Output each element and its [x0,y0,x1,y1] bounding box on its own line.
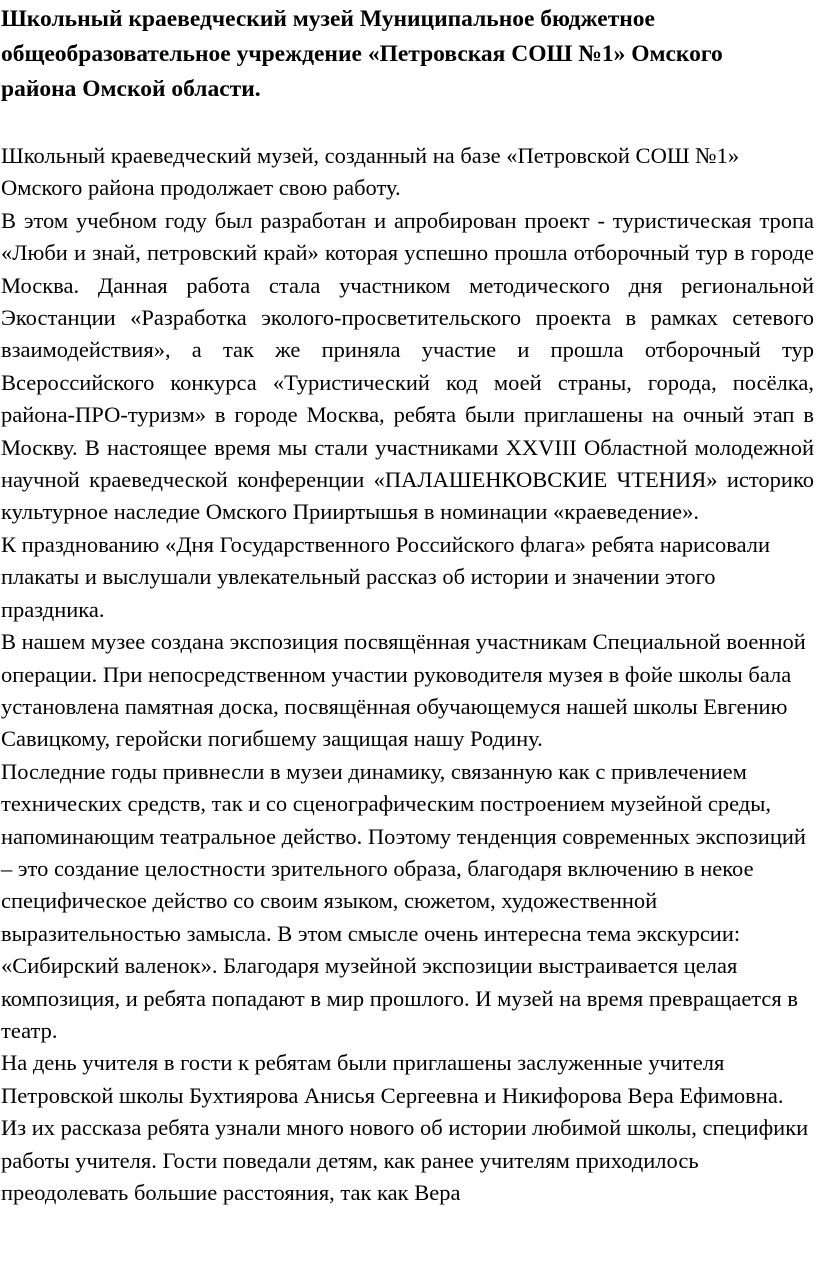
paragraph-exposition: В нашем музее создана экспозиция посвящённая участникам Специальной военной операции. При непосредственном участии руководителя музея в фойе школы бала установлена памятная доска, посвящённая обучающемуся нашей школы Евгению Савицкому, геройски погибшему защищая нашу Родину. [1,629,806,752]
blank-line [1,107,816,140]
paragraph-teachers-day: На день учителя в гости к ребятам были приглашены заслуженные учителя Петровской школы Бухтиярова Анисья Сергеевна и Никифорова Вера Ефимовна. Из их рассказа ребята узнали много нового об истории любимой школы, специфики работы учителя. Гости поведали детям, как ранее учителям приходилось преодолевать большие расстояния, так как Вера [1,1050,809,1205]
paragraph-flag-day: К празднованию «Дня Государственного Российского флага» ребята нарисовали плакаты и выслушали увлекательный рассказ об истории и значении этого праздника. [1,531,771,622]
document-title: Школьный краеведческий музей Муниципальное бюджетное общеобразовательное учреждение «Петровская СОШ №1» Омского района Омской области. [1,6,723,102]
paragraph-intro: Школьный краеведческий музей, созданный на базе «Петровской СОШ №1» Омского района продолжает свою работу. [1,143,740,201]
paragraph-project: В этом учебном году был разработан и апробирован проект - туристическая тропа «Люби и знай, петровский край» которая успешно прошла отборочный тур в городе Москва. Данная работа стала участником методического дня региональной Экостанции «Разработка эколого-просветительского проекта в рамках сетевого взаимодействия», а так же приняла участие и прошла отборочный тур Всероссийского конкурса «Туристический код моей страны, города, посёлка, района-ПРО-туризм» в городе Москва, ребята были приглашены на очный этап в Москву. В настоящее время мы стали участниками XXVIII Областной молодежной научной краеведческой конференции «ПАЛАШЕНКОВСКИЕ ЧТЕНИЯ» историко культурное наследие Омского Прииртышья в номинации «краеведение». [1,207,814,525]
paragraph-museum-dynamics: Последние годы привнесли в музеи динамику, связанную как с привлечением технических средств, так и со сценографическим построением музейной среды, напоминающим театральное действо. Поэтому тенденция современных экспозиций – это создание целостности зрительного образа, благодаря включению в некое специфическое действо со своим языком, сюжетом, художественной выразительностью замысла. В этом смысле очень интересна тема экскурсии: «Сибирский валенок». Благодаря музейной экспозиции выстраивается целая композиция, и ребята попадают в мир прошлого. И музей на время превращается в театр. [1,758,806,1043]
